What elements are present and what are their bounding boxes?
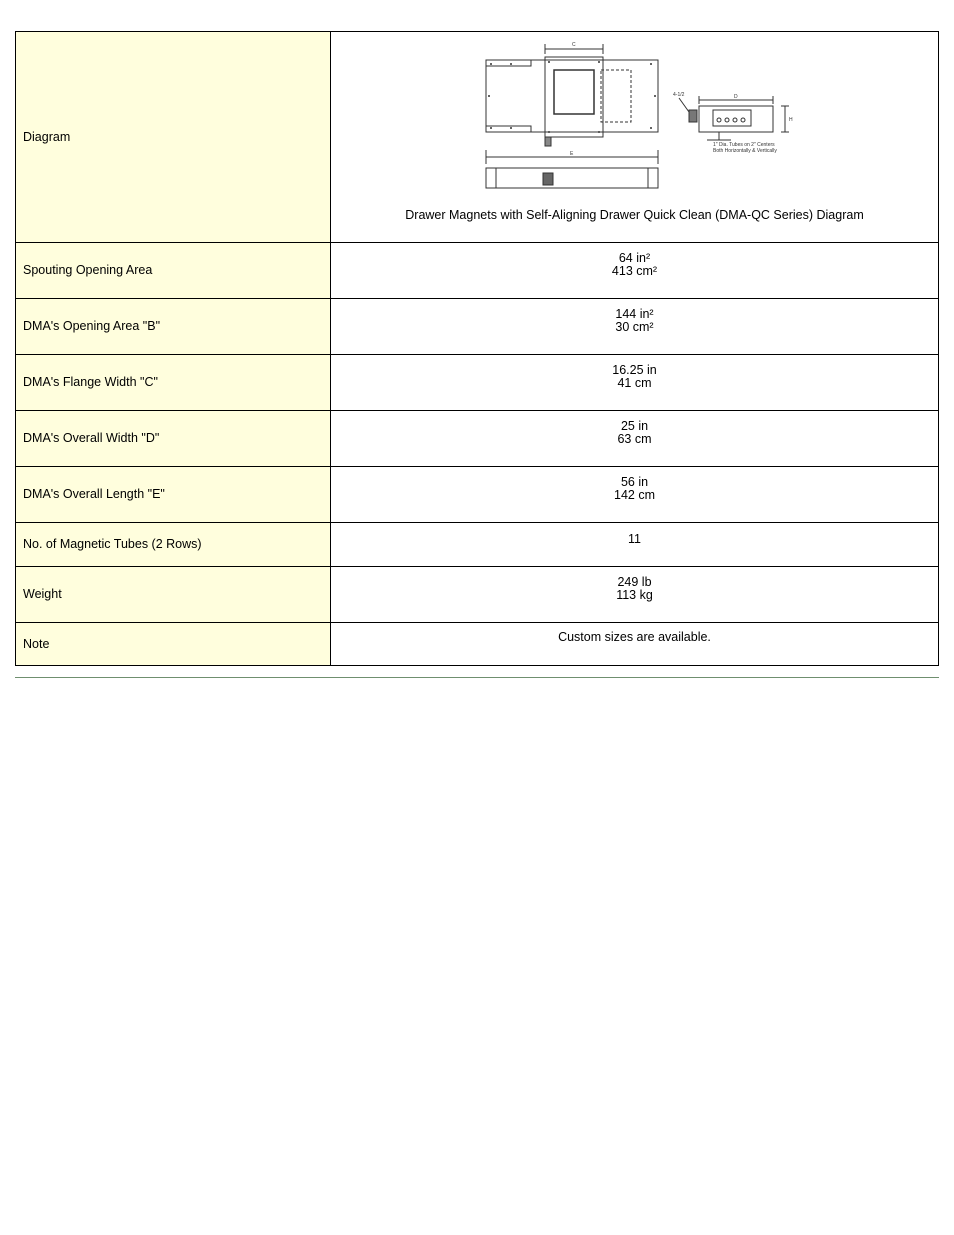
spec-label <box>16 567 331 623</box>
spec-label <box>16 299 331 355</box>
spec-label <box>16 523 331 567</box>
spec-value <box>331 355 939 411</box>
spec-value-line: 11 <box>628 532 641 546</box>
spec-label <box>16 355 331 411</box>
tube-note-line-2: Both Horizontally & Vertically <box>713 148 777 154</box>
spec-value-line: 63 cm <box>617 432 652 446</box>
spec-value <box>331 467 939 523</box>
spec-value-line: 64 in² <box>618 251 651 265</box>
spec-value <box>331 411 939 467</box>
spec-value-line: 16.25 in <box>612 363 657 377</box>
spec-value <box>331 623 939 666</box>
spec-value <box>331 523 939 567</box>
tube-note-line-1: 1" Dia. Tubes on 2" Centers <box>713 142 775 148</box>
spec-label <box>16 467 331 523</box>
dim-e-letter: E <box>570 151 574 157</box>
spec-value-line: 30 cm² <box>615 320 654 334</box>
spec-table <box>15 31 939 666</box>
spec-label-text: DMA's Flange Width "C" <box>23 375 158 389</box>
spec-label <box>16 411 331 467</box>
spec-label-text: Spouting Opening Area <box>23 263 153 277</box>
spec-value-line: 144 in² <box>615 307 654 321</box>
spec-label <box>16 32 331 243</box>
spec-row <box>16 411 939 467</box>
spec-row <box>16 299 939 355</box>
spec-value-line: 249 lb <box>617 575 652 589</box>
spec-row <box>16 523 939 567</box>
spec-label <box>16 243 331 299</box>
horizontal-divider <box>15 677 939 678</box>
spec-value-line: 113 kg <box>616 588 653 602</box>
spec-row-diagram <box>16 32 939 243</box>
spec-label-text: DMA's Opening Area "B" <box>23 319 161 333</box>
spec-value <box>331 567 939 623</box>
spec-label-text: No. of Magnetic Tubes (2 Rows) <box>23 537 202 551</box>
spec-row <box>16 243 939 299</box>
dim-h-letter: H <box>789 117 793 123</box>
spec-value-line: 41 cm <box>617 376 652 390</box>
diagram-container <box>331 32 938 242</box>
spec-value <box>331 299 939 355</box>
spec-value-line: 413 cm² <box>611 264 658 278</box>
dim-c-letter: C <box>572 42 576 48</box>
spec-label-text: DMA's Overall Width "D" <box>23 431 160 445</box>
spec-label-text: Diagram <box>23 129 71 144</box>
spec-value <box>331 243 939 299</box>
diagram-caption: Drawer Magnets with Self-Aligning Drawer Quick Clean (DMA-QC Series) Diagram <box>405 208 864 222</box>
spec-row <box>16 623 939 666</box>
dim-d-letter: D <box>734 94 738 100</box>
spec-label <box>16 623 331 666</box>
dim-side-letter: 4-1/2 <box>673 92 685 98</box>
drawer-magnet-diagram <box>481 40 801 200</box>
spec-row <box>16 567 939 623</box>
spec-row <box>16 467 939 523</box>
spec-value-line: 56 in <box>620 475 649 489</box>
spec-value-line: 142 cm <box>614 488 655 502</box>
spec-row <box>16 355 939 411</box>
spec-value-line: Custom sizes are available. <box>558 630 711 644</box>
spec-label-text: DMA's Overall Length "E" <box>23 487 165 501</box>
spec-label-text: Note <box>23 636 50 651</box>
spec-value-line: 25 in <box>620 419 649 433</box>
spec-label-text: Weight <box>23 587 62 601</box>
spec-value <box>331 32 939 243</box>
